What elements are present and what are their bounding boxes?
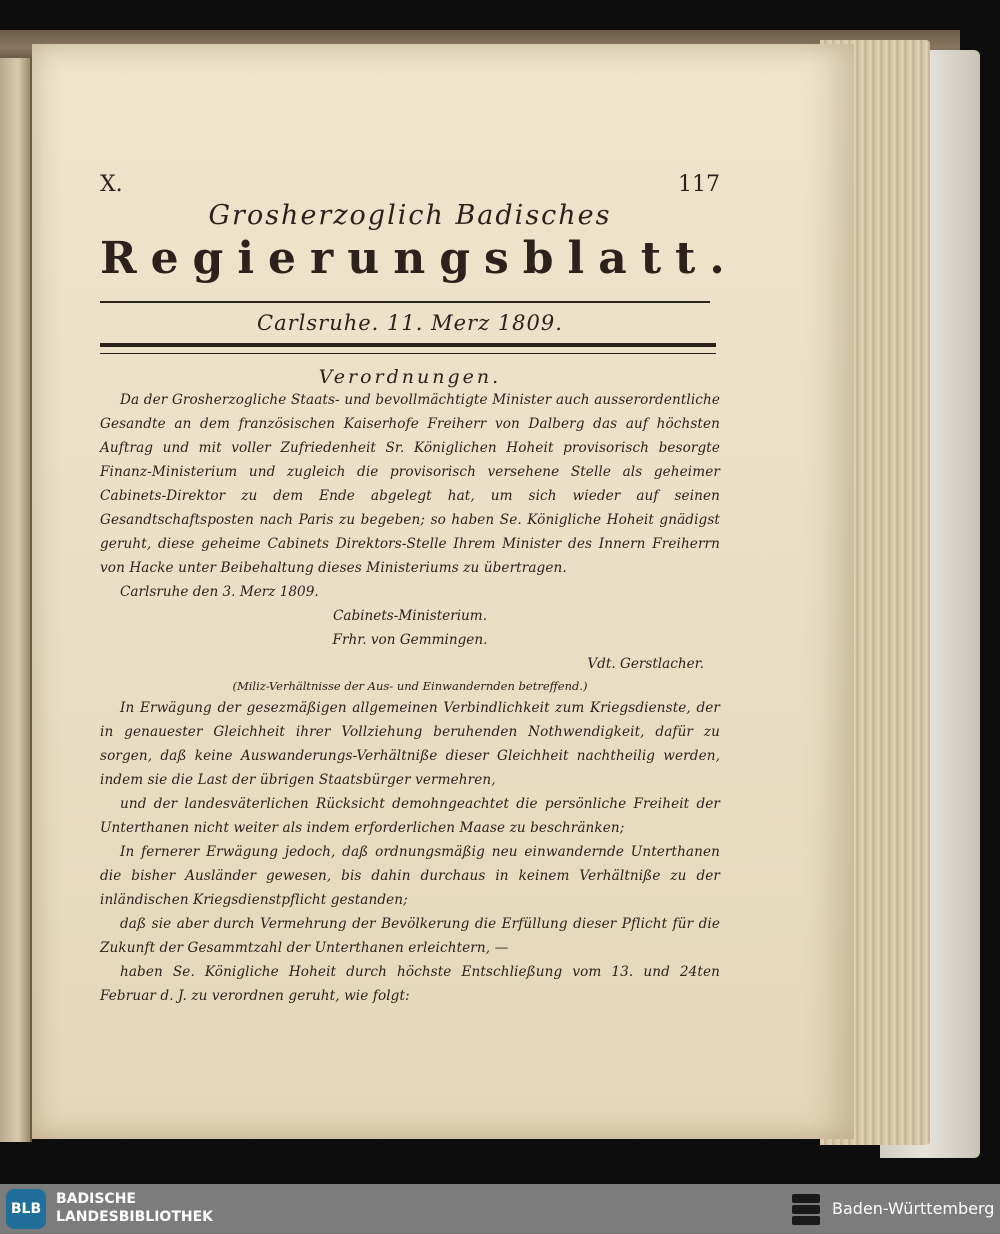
footer-bar (0, 1184, 1000, 1234)
paragraph-decree-6: haben Se. Königliche Hoheit durch höchste Entschließung vom 13. und 24ten Februar d. J. zu verordnen geruht, wie folgt: (100, 964, 720, 1004)
page-number: 117 (678, 172, 720, 197)
state-name[interactable]: Baden-Württemberg (832, 1199, 995, 1218)
paragraph-decree-4: In fernerer Erwägung jedoch, daß ordnungsmäßig neu einwandernde Unterthanen die bisher Ausländer gewesen, bis dahin durchaus in keinem Verhältniße zu der inländischen Kriegsdienstpflicht gestanden; (100, 844, 720, 908)
masthead-rule (100, 301, 710, 303)
running-header (100, 172, 720, 198)
section-title: Verordnungen. (318, 366, 502, 388)
library-name-line1: BADISCHE (56, 1191, 136, 1207)
paragraph-decree-1: Da der Grosherzogliche Staats- und bevollmächtigte Minister auch ausserordentliche Gesandte an dem französischen Kaiserhofe Freiherr von Dalberg das auf höchsten Auftrag und mit voller Zufriedenheit Sr. Königlichen Hoheit provisorisch besorgte Finanz-Ministerium und zugleich die provisorisch versehene Stelle als geheimer Cabinets-Direktor zu dem Ende abgelegt hat, um sich wieder auf seinen Gesandtschaftsposten nach Paris zu begeben; so haben Se. Königliche Hoheit gnädigst geruht, diese geheime Cabinets Direktors-Stelle Ihrem Minister des Innern Freiherrn von Hacke unter Beibehaltung dieses Ministeriums zu übertragen. (100, 392, 720, 576)
library-name-line2: LANDESBIBLIOTHEK (56, 1209, 214, 1225)
masthead-subtitle: Grosherzoglich Badisches (208, 200, 612, 231)
library-name[interactable] (56, 1190, 213, 1226)
paragraph-decree-3: und der landesväterlichen Rücksicht demohngeachtet die persönliche Freiheit der Unterthanen nicht weiter als indem erforderlichen Maase zu beschränken; (100, 796, 720, 836)
signature-ministry: Cabinets-Ministerium. (332, 608, 488, 624)
lions-coat-of-arms-icon (790, 1192, 822, 1228)
masthead-title: Regierungsblatt. (100, 233, 739, 284)
paragraph-decree-5: daß sie aber durch Vermehrung der Bevölkerung die Erfüllung dieser Pflicht für die Zukunft der Gesammtzahl der Unterthanen erleichtern, — (100, 916, 720, 956)
subject-note: (Miliz-Verhältnisse der Aus- und Einwandernden betreffend.) (232, 679, 588, 693)
issue-number: X. (100, 172, 123, 197)
place-date: Carlsruhe den 3. Merz 1809. (120, 584, 319, 600)
blb-logo[interactable] (6, 1189, 46, 1229)
left-page-edge (0, 58, 32, 1142)
dateline: Carlsruhe. 11. Merz 1809. (257, 311, 563, 335)
signature-vdt: Vdt. Gerstlacher. (587, 656, 704, 672)
blb-logo-text: BLB (10, 1201, 42, 1217)
paragraph-decree-2: In Erwägung der gesezmäßigen allgemeinen Verbindlichkeit zum Kriegsdienste, der in genauester Gleichheit ihrer Vollziehung beruhenden Nothwendigkeit, dafür zu sorgen, daß keine Auswanderungs-Verhältniße dieser Gleichheit nachtheilig werden, indem sie die Last der übrigen Staatsbürger vermehren, (100, 700, 720, 788)
signature-name: Frhr. von Gemmingen. (332, 632, 488, 648)
page-content (100, 172, 739, 1008)
double-rule (100, 343, 716, 354)
